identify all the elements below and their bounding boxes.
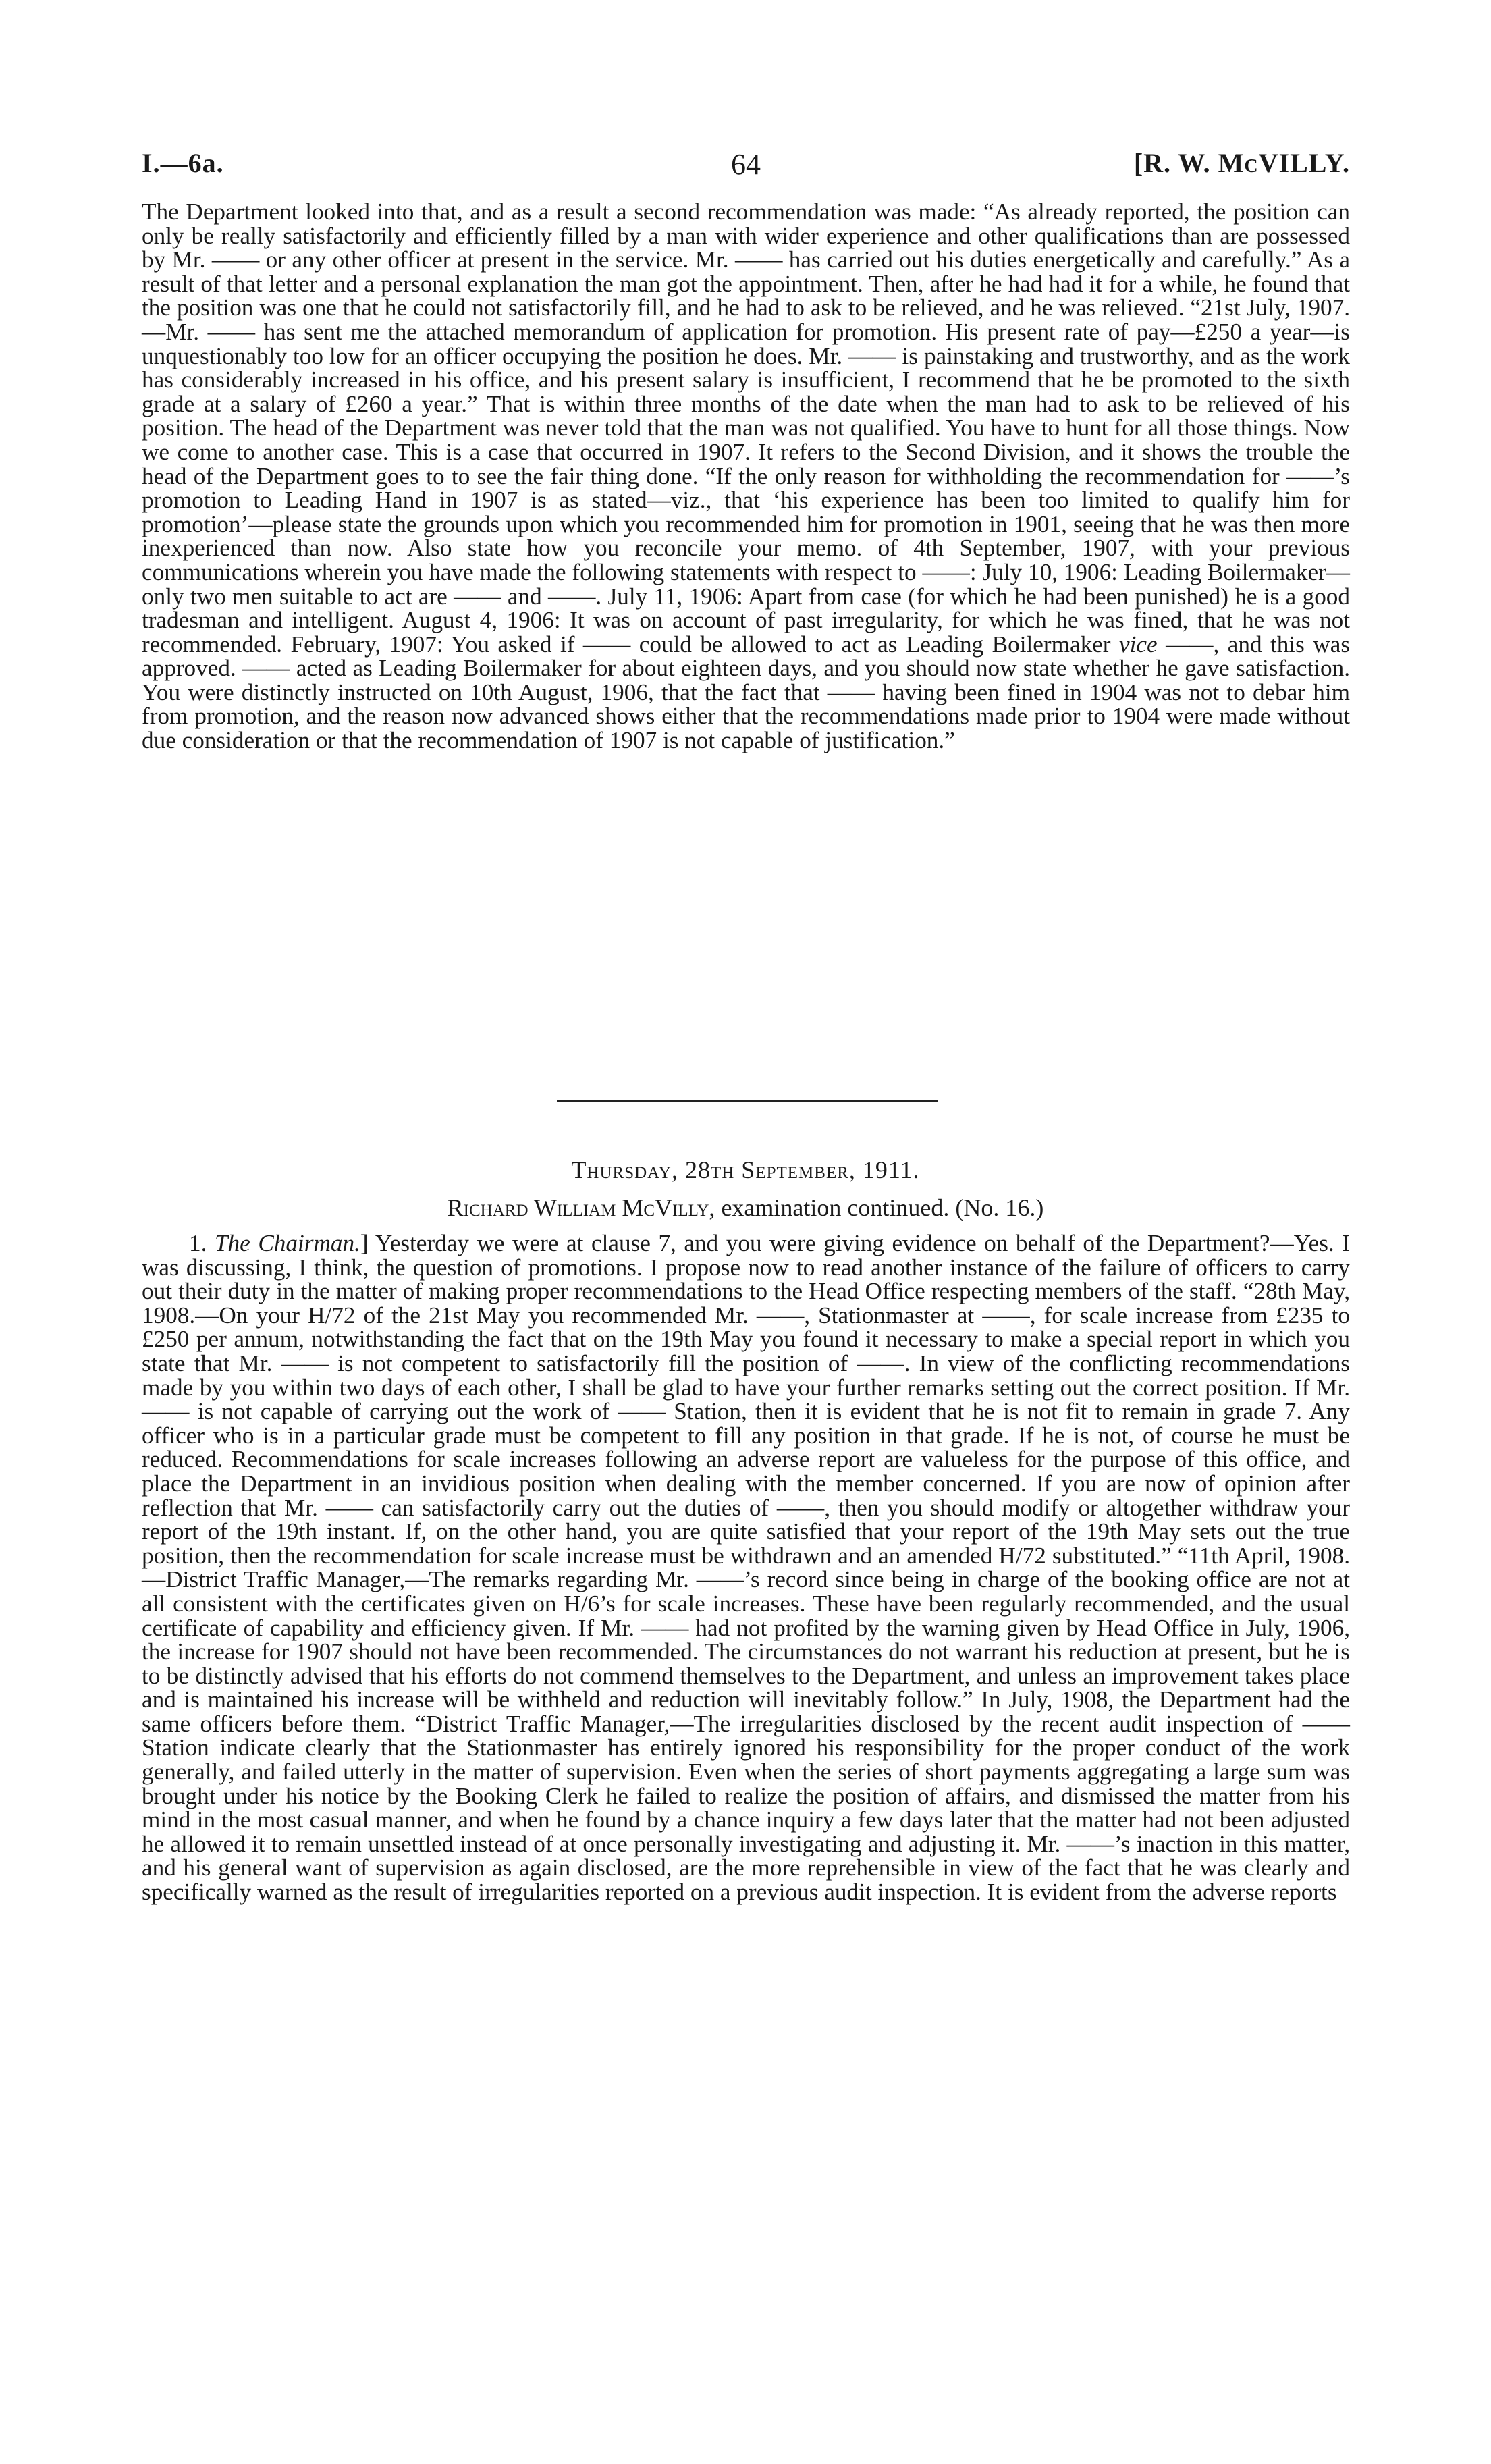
speaker-name: The Chairman. xyxy=(214,1230,360,1256)
document-reference: I.—6a. xyxy=(142,148,224,178)
italic-word: vice xyxy=(1119,631,1158,658)
page-header xyxy=(142,147,1350,188)
page-number: 64 xyxy=(731,148,761,181)
question-paragraph xyxy=(142,1231,1350,1904)
section-two xyxy=(142,1231,1350,1904)
witness-heading-rest: examination continued. (No. 16.) xyxy=(721,1194,1044,1221)
witness-heading xyxy=(0,1194,1491,1222)
paragraph-text-end: ——, and this was approved. —— acted as Leading Boilermaker for about eighteen days, and you should now state whether he gave satisfaction. You were distinctly instructed on 10th August, 1906, that the fact that —— having been fined in 1904 was not to debar him from promotion, and the reason now advanced shows either that the recommendations made prior to 1904 were made without due consideration or that the recommendation of 1907 is not capable of justification.” xyxy=(142,631,1351,754)
question-text: ] Yesterday we were at clause 7, and you were giving evidence on behalf of the Department?—Yes. I was discussing, I think, the question of promotions. I propose now to read another instance of the failure of officers to carry out their duty in the matter of making proper recommendations to the Head Office respecting members of the staff. “28th May, 1908.—On your H/72 of the 21st May you recommended Mr. ——, Stationmaster at ——, for scale increase from £235 to £250 per annum, notwithstanding the fact that on the 19th May you found it necessary to make a special report in which you state that Mr. —— is not competent to satisfactorily fill the position of ——. In view of the conflicting recommendations made by you within two days of each other, I shall be glad to have your further remarks setting out the correct position. If Mr. —— is not capable of carrying out the work of —— Station, then it is evident that he is not fit to remain in grade 7. Any officer who is in a particular grade must be competent to fill any position in that grade. If he is not, of course he must be reduced. Recommendations for scale increases following an adverse report are valueless for the purpose of this office, and place the Department in an invidious position when dealing with the member concerned. If you are now of opinion after reflection that Mr. —— can satisfactorily carry out the duties of ——, then you should modify or altogether withdraw your report of the 19th instant. If, on the other hand, you are quite satisfied that your report of the 19th May sets out the true position, then the recommendation for scale increase must be withdrawn and an amended H/72 substituted.” “11th April, 1908.—District Traffic Manager,—The remarks regarding Mr. ——’s record since being in charge of the booking office are not at all consistent with the certificates given on H/6’s for scale increases. These have been regularly recommended, and the usual certificate of capability and efficiency given. If Mr. —— had not profited by the warning given by Head Office in July, 1906, the increase for 1907 should not have been recommended. The circumstances do not warrant his reduction at present, but he is to be distinctly advised that his efforts do not commend themselves to the Department, and unless an improvement takes place and is maintained his increase will be withheld and reduction will inevitably follow.” In July, 1908, the Department had the same officers before them. “District Traffic Manager,—The irregularities disclosed by the recent audit inspection of —— Station indicate clearly that the Stationmaster has entirely ignored his responsibility for the proper conduct of the work generally, and failed utterly in the matter of supervision. Even when the series of short payments aggregating a large sum was brought under his notice by the Booking Clerk he failed to realize the position of affairs, and dismissed the matter from his mind in the most casual manner, and when he found by a chance inquiry a few days later that the matter had not been adjusted he allowed it to remain unsettled instead of at once personally investigating and adjusting it. Mr. ——’s inaction in this matter, and his general want of supervision as again disclosed, are the more reprehensible in view of the fact that he was clearly and specifically warned as the result of irregularities reported on a previous audit inspection. It is evident from the adverse reports xyxy=(142,1230,1350,1906)
question-number: 1. xyxy=(189,1230,207,1256)
session-date: Thursday, 28th September, 1911. xyxy=(571,1156,920,1183)
paragraph-promotion-case xyxy=(142,200,1350,753)
witness-name: Richard William McVilly, xyxy=(447,1194,715,1221)
witness-running-head: [R. W. McVILLY. xyxy=(1133,148,1350,178)
section-divider xyxy=(557,1100,938,1102)
section-one xyxy=(142,200,1350,753)
paragraph-text: The Department looked into that, and as a result a second recommendation was made: “As already reported, the position can only be really satisfactorily and efficiently filled by a man with wider experience and other qualifications than are possessed by Mr. —— or any other officer at present in the service. Mr. —— has carried out his duties energetically and carefully.” As a result of that letter and a personal explanation the man got the appointment. Then, after he had had it for a while, he found that the position was one that he could not satisfactorily fill, and he had to ask to be relieved, and he was relieved. “21st July, 1907.—Mr. —— has sent me the attached memorandum of application for promotion. His present rate of pay—£250 a year—is unquestionably too low for an officer occupying the position he does. Mr. —— is painstaking and trustworthy, and as the work has considerably increased in his office, and his present salary is insufficient, I recommend that he be promoted to the sixth grade at a salary of £260 a year.” That is within three months of the date when the man had to ask to be relieved of his position. The head of the Department was never told that the man was not qualified. You have to hunt for all those things. Now we come to another case. This is a case that occurred in 1907. It refers to the Second Division, and it shows the trouble the head of the Department goes to to see the fair thing done. “If the only reason for withholding the recommendation for ——’s promotion to Leading Hand in 1907 is as stated—viz., that ‘his experience has been too limited to qualify him for promotion’—please state the grounds upon which you recommended him for promotion in 1901, seeing that he was then more inexperienced than now. Also state how you reconcile your memo. of 4th September, 1907, with your previous communications wherein you have made the following statements with respect to ——: July 10, 1906: Leading Boilermaker—only two men suitable to act are —— and ——. July 11, 1906: Apart from case (for which he had been punished) he is a good tradesman and intelligent. August 4, 1906: It was on account of past irregularity, for which he was fined, that he was not recommended. February, 1907: You asked if —— could be allowed to act as Leading Boilermaker xyxy=(142,198,1350,658)
